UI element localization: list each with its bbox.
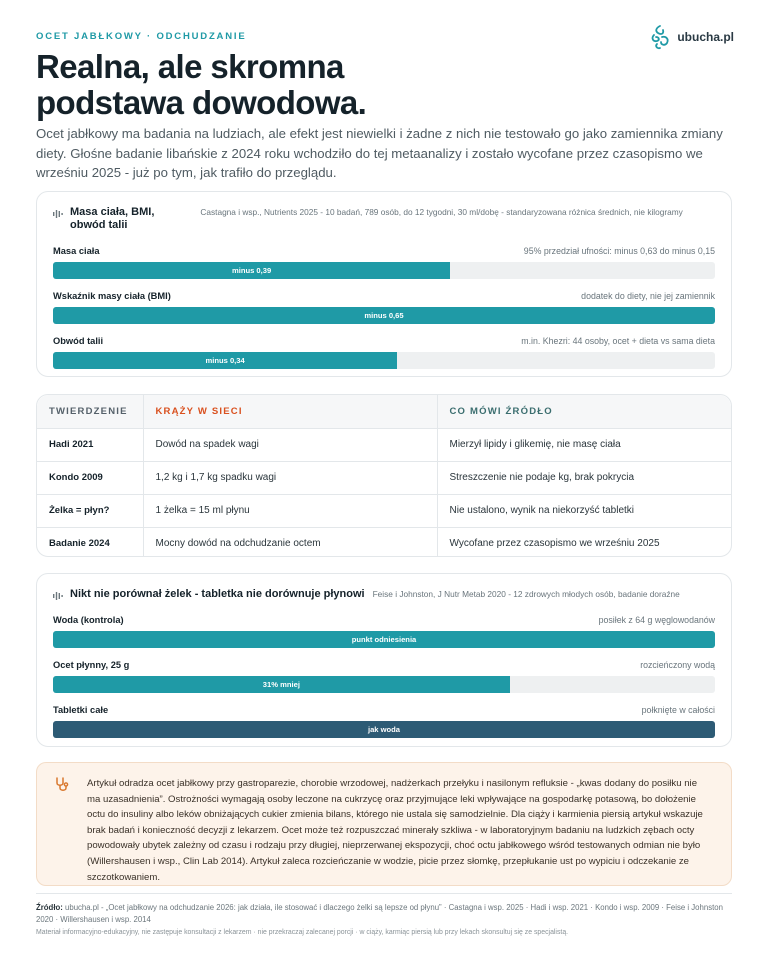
bar-note: rozcieńczony wodą <box>640 660 715 670</box>
bar-note: 95% przedział ufności: minus 0,63 do minus 0,15 <box>523 246 715 256</box>
bar-track <box>53 676 715 693</box>
online-claim-cell: Mocny dowód na odchudzanie octem <box>143 527 437 557</box>
bar-note: połknięte w całości <box>641 705 715 715</box>
chart-header <box>53 206 715 232</box>
chart-header <box>53 588 715 601</box>
sources-text: ubucha.pl - „Ocet jabłkowy na odchudzanie 2026: jak działa, ile stosować i dlaczego żelki są lepsze od płynu” · Castagna i wsp. 2025 · Hadi i wsp. 2021 · Kondo i wsp. 2009 · Feise i Johnston 2020 · Willershausen i wsp. 2014 <box>36 903 723 924</box>
chart-title: Nikt nie porównał żelek - tabletka nie dorównuje płynowi <box>70 588 365 600</box>
bar-label-row <box>53 660 715 670</box>
source-cell: Nie ustalono, wynik na niekorzyść tabletki <box>437 494 731 527</box>
chart-bars <box>53 615 715 738</box>
bar-chart-icon <box>53 591 63 601</box>
bar-note: m.in. Khezri: 44 osoby, ocet + dieta vs sama dieta <box>521 336 715 346</box>
bar-value-label: minus 0,65 <box>364 311 404 320</box>
table-row <box>37 428 731 461</box>
bar <box>53 352 397 369</box>
source-cell: Wycofane przez czasopismo we wrześniu 2025 <box>449 538 660 550</box>
bar-label-row <box>53 336 715 346</box>
online-claim-cell: 1 żelka = 15 ml płynu <box>143 494 437 527</box>
bar-category-label: Obwód talii <box>53 336 104 346</box>
disclaimer: Materiał informacyjno-edukacyjny, nie zastępuje konsultacji z lekarzem · nie przekraczaj zalecanej porcji · w ciąży, karmiąc piersią lub przy lekach skonsultuj się ze specjalistą. <box>36 929 569 936</box>
bar-track <box>53 721 715 738</box>
column-header-online: KRĄŻY W SIECI <box>143 395 437 428</box>
claim-cell: Żelka = płyn? <box>37 494 143 527</box>
bar <box>53 721 715 738</box>
claim-cell: Hadi 2021 <box>37 428 143 461</box>
bar-row <box>53 246 715 279</box>
bar-value-label: jak woda <box>367 725 401 734</box>
section-kicker: OCET JABŁKOWY · ODCHUDZANIE <box>36 31 247 42</box>
bar-value-label: minus 0,39 <box>231 266 272 275</box>
body-metrics-chart-card <box>36 191 732 377</box>
bar-value-label: punkt odniesienia <box>351 635 417 644</box>
bar <box>53 631 715 648</box>
warning-text: Artykuł odradza ocet jabłkowy przy gastroparezie, chorobie wrzodowej, nadżerkach przełyku i nasilonym refluksie - „kwas dodany do posiłku nie ma uzasadnienia”. Ostrożności wymagają osoby leczone na cukrzycę oraz przyjmujące leki wpływające na gospodarkę potasową, bo dołożenie octu do insuliny albo leków obniżających cukier zmienia bilans, którego nie ustala się samodzielnie. Dla ciąży i karmienia piersią artykuł wskazuje brak badań i konieczność decyzji z lekarzem. Ocet może też rozpuszczać minerały szkliwa - w laboratoryjnym badaniu na ludzkich zębach octy powodowały ubytek zależny od czasu i rodzaju przy długiej, nieprzerwanej ekspozycji, choć octu jabłkowego wśród testowanych odmian nie było (Willershausen i wsp., Clin Lab 2014). Artykuł zaleca rozcieńczanie w wodzie, picie przez słomkę, przepłukanie ust po wypiciu i odczekanie ze szczotkowaniem. <box>87 778 703 883</box>
bar-category-label: Masa ciała <box>53 246 100 256</box>
bar-category-label: Woda (kontrola) <box>53 615 124 625</box>
bar-row <box>53 291 715 324</box>
chart-bars <box>53 246 715 369</box>
intro-paragraph: Ocet jabłkowy ma badania na ludziach, ale efekt jest niewielki i żadne z nich nie testowało go jako zamiennika zmiany diety. Głośne badanie libańskie z 2024 roku wchodziło do tej metaanalizy i zostało wycofane przez czasopismo we wrześniu 2025 - już po tym, jak trafiło do przeglądu. <box>36 126 723 180</box>
source-cell: Streszczenie nie podaje kg, brak pokrycia <box>437 461 731 494</box>
bar-category-label: Tabletki całe <box>53 705 109 715</box>
bar-category-label: Ocet płynny, 25 g <box>53 660 130 670</box>
bar-label-row <box>53 246 715 256</box>
page-title <box>36 49 636 121</box>
bar <box>53 262 450 279</box>
table-row <box>37 494 731 527</box>
sources-line <box>36 902 732 925</box>
bar-label-row <box>53 615 715 625</box>
title-line-1: Realna, ale skromna <box>36 48 344 85</box>
bar-row <box>53 615 715 648</box>
bar-row <box>53 660 715 693</box>
kombucha-logo-icon <box>649 24 671 50</box>
table-header-row <box>37 395 731 428</box>
footer-divider <box>36 893 732 894</box>
brand-logo[interactable] <box>649 24 734 50</box>
bar-row <box>53 705 715 738</box>
bar-track <box>53 307 715 324</box>
sources-label: Źródło: <box>36 903 63 912</box>
online-claim-cell: Dowód na spadek wagi <box>143 428 437 461</box>
bar-value-label: minus 0,34 <box>205 356 245 365</box>
bar-value-label: 31% mniej <box>262 680 300 689</box>
bar <box>53 676 510 693</box>
bar <box>53 307 715 324</box>
bar-label-row <box>53 291 715 301</box>
bar-note: dodatek do diety, nie jej zamiennik <box>581 291 715 301</box>
stethoscope-icon <box>54 777 70 793</box>
bar-category-label: Wskaźnik masy ciała (BMI) <box>53 291 171 301</box>
claims-table <box>37 395 731 557</box>
title-line-2: podstawa dowodowa. <box>36 84 367 121</box>
bar-note: posiłek z 64 g węglowodanów <box>598 615 715 625</box>
bar-track <box>53 352 715 369</box>
claims-table-card <box>36 394 732 557</box>
brand-name: ubucha.pl <box>677 30 734 44</box>
column-header-source: CO MÓWI ŹRÓDŁO <box>437 395 731 428</box>
online-claim-cell: 1,2 kg i 1,7 kg spadku wagi <box>143 461 437 494</box>
column-header-claim: TWIERDZENIE <box>37 395 143 428</box>
claim-cell: Badanie 2024 <box>37 527 143 557</box>
pill-vs-liquid-chart-card <box>36 573 732 747</box>
chart-source: Castagna i wsp., Nutrients 2025 - 10 badań, 789 osób, do 12 tygodni, 30 ml/dobę - standaryzowana różnica średnich, nie kilogramy <box>200 207 683 217</box>
bar-chart-icon <box>53 209 63 219</box>
source-cell: Mierzył lipidy i glikemię, nie masę ciała <box>437 428 731 461</box>
table-row <box>37 527 731 557</box>
bar-track <box>53 262 715 279</box>
safety-warning-box <box>36 762 732 886</box>
bar-track <box>53 631 715 648</box>
chart-title: Masa ciała, BMI, obwód talii <box>70 206 155 231</box>
claim-cell: Kondo 2009 <box>37 461 143 494</box>
bar-label-row <box>53 705 715 715</box>
chart-source: Feise i Johnston, J Nutr Metab 2020 - 12 zdrowych młodych osób, badanie doraźne <box>372 589 680 599</box>
bar-row <box>53 336 715 369</box>
table-row <box>37 461 731 494</box>
